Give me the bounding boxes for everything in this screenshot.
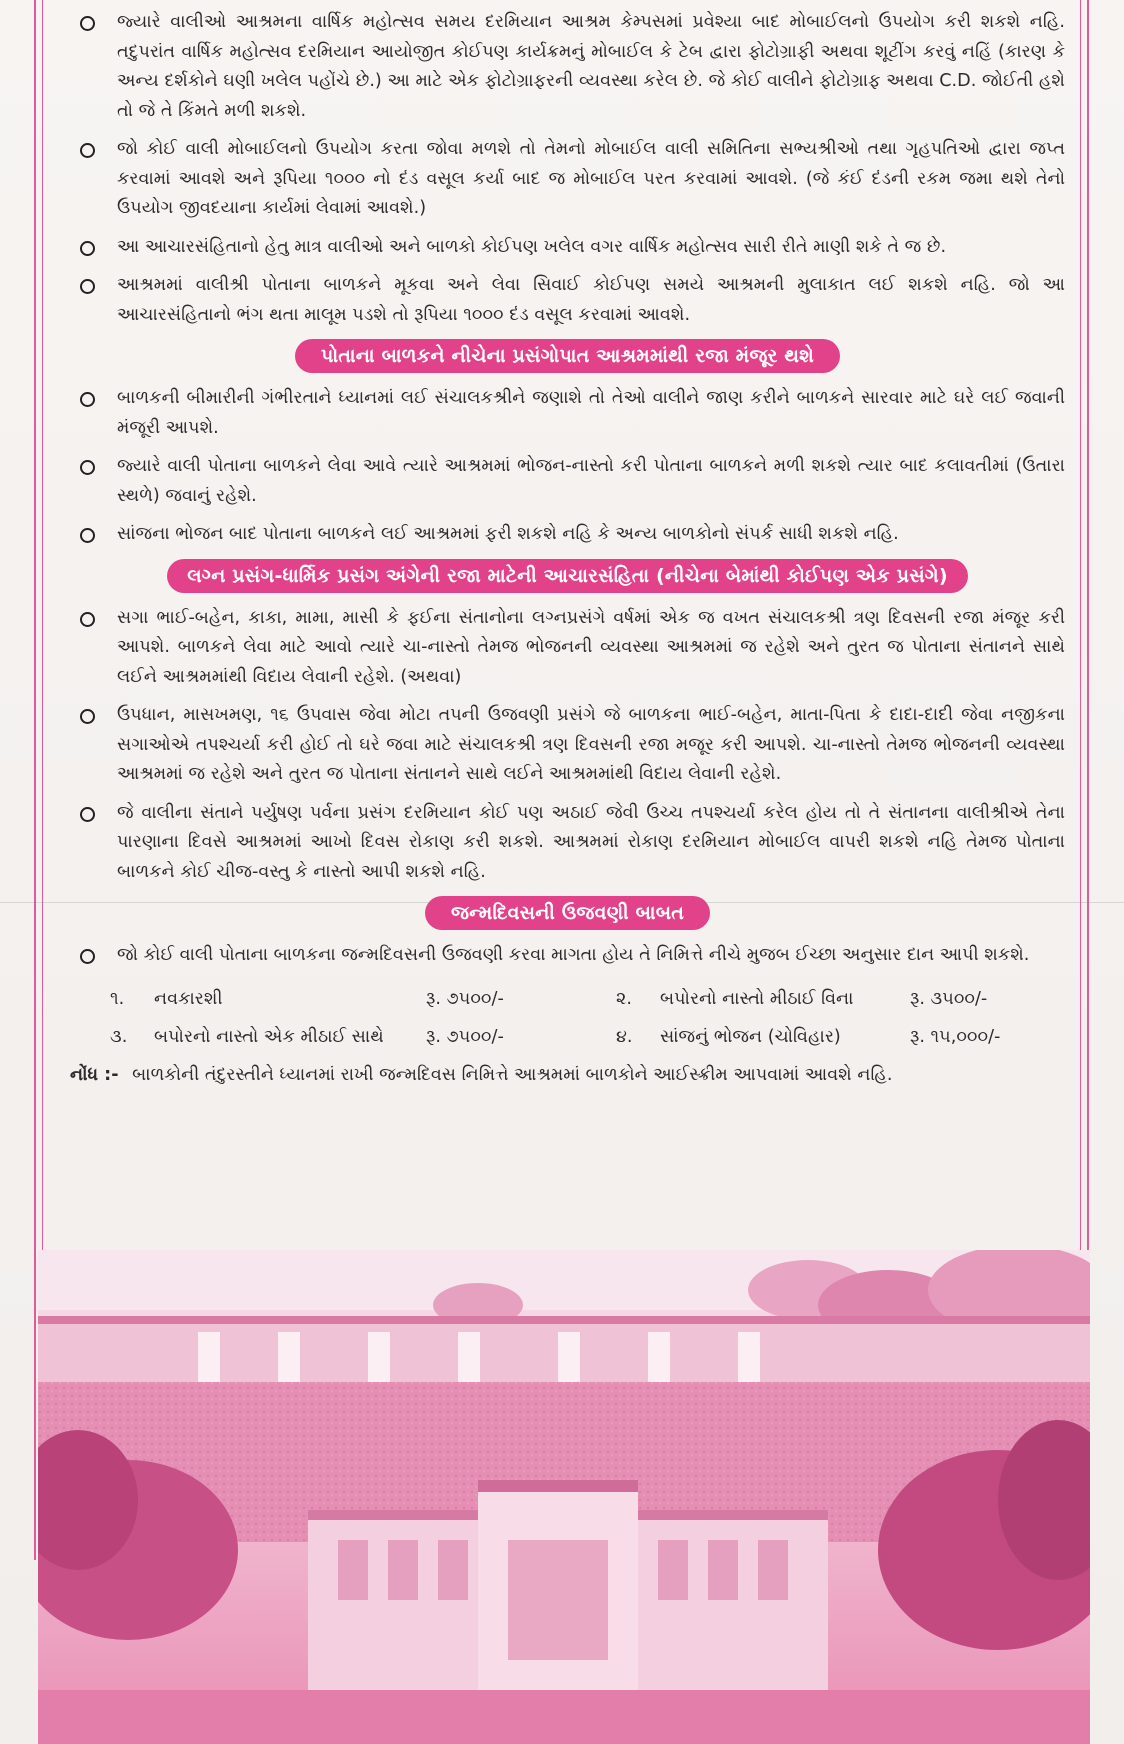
circle-bullet-icon (80, 949, 95, 964)
donation-amount: રૂ. ૭૫૦૦/- (426, 1026, 504, 1047)
donation-label: નવકારશી (154, 988, 223, 1009)
donation-number: ૧. (110, 988, 125, 1009)
note-label: નોંધ :- (70, 1064, 119, 1085)
circle-bullet-icon (80, 16, 95, 31)
donation-number: ૪. (616, 1026, 633, 1047)
rule-item (70, 941, 1065, 971)
circle-bullet-icon (80, 392, 95, 407)
rules-content (70, 8, 1065, 1090)
rule-text: જ્યારે વાલીઓ આશ્રમના વાર્ષિક મહોત્સવ સમય દરમિયાન આશ્રમ કેમ્પસમાં પ્રવેશ્યા બાદ મોબાઈલનો ઉપયોગ કરી શકશે નહિ. તદુપરાંત વાર્ષિક મહોત્સવ દરમિયાન આયોજીત કોઈપણ કાર્યક્રમનું મોબાઈલ કે ટેબ દ્વારા ફોટોગ્રાફી અથવા શૂટીંગ કરવું નહિં (કારણ કે અન્ય દર્શકોને ઘણી ખલેલ પહોંચે છે.) આ માટે એક ફોટોગ્રાફરની વ્યવસ્થા કરેલ છે. જે કોઈ વાલીને ફોટોગ્રાફ અથવા C.D. જોઈતી હશે તો જે તે કિંમતે મળી શકશે. (117, 12, 1065, 121)
rule-item (70, 135, 1065, 224)
donation-list (70, 980, 1065, 1056)
birthday-heading-wrap (70, 896, 1065, 930)
rule-text: જો કોઈ વાલી પોતાના બાળકના જન્મદિવસની ઉજવણી કરવા માગતા હોય તે નિમિત્તે નીચે મુજબ ઈચ્છા અનુસાર દાન આપી શકશે. (117, 945, 1030, 965)
donation-label: બપોરનો નાસ્તો એક મીઠાઈ સાથે (154, 1026, 384, 1047)
rule-item (70, 452, 1065, 511)
rule-text: જે વાલીના સંતાને પર્યુષણ પર્વના પ્રસંગ દરમિયાન કોઈ પણ અઠાઈ જેવી ઉચ્ચ તપશ્ચર્યા કરેલ હોય તો તે સંતાનના વાલીશ્રીએ તેના પારણાના દિવસે આશ્રમમાં આખો દિવસ રોકાણ કરી શકશે. આશ્રમમાં રોકાણ દરમિયાન મોબાઈલ વાપરી શકશે નહિ તેમજ પોતાના બાળકને કોઈ ચીજ-વસ્તુ કે નાસ્તો આપી શકશે નહિ. (117, 802, 1065, 882)
donation-label: બપોરનો નાસ્તો મીઠાઈ વિના (660, 988, 854, 1009)
campus-illustration (38, 1250, 1090, 1744)
rule-item (70, 701, 1065, 790)
circle-bullet-icon (80, 460, 95, 475)
ashram-campus-photo (38, 1250, 1090, 1744)
rule-item (70, 8, 1065, 126)
donation-number: ૨. (616, 988, 632, 1009)
circle-bullet-icon (80, 807, 95, 822)
leave-heading-wrap (70, 339, 1065, 373)
donation-row (70, 1018, 1065, 1056)
circle-bullet-icon (80, 143, 95, 158)
leave-heading: પોતાના બાળકને નીચેના પ્રસંગોપાત આશ્રમમાંથી રજા મંજૂર થશે (295, 339, 840, 373)
donation-row (70, 980, 1065, 1018)
circle-bullet-icon (80, 241, 95, 256)
rule-text: જો કોઈ વાલી મોબાઈલનો ઉપયોગ કરતા જોવા મળશે તો તેમનો મોબાઈલ વાલી સમિતિના સભ્યશ્રીઓ તથા ગૃહપતિઓ દ્વારા જપ્ત કરવામાં આવશે અને રૂપિયા ૧૦૦૦ નો દંડ વસૂલ કર્યા બાદ જ મોબાઈલ પરત કરવામાં આવશે. (જે કંઈ દંડની રકમ જમા થશે તેનો ઉપયોગ જીવદયાના કાર્યમાં લેવામાં આવશે.) (117, 139, 1065, 218)
wedding-heading-wrap (70, 559, 1065, 593)
donation-amount: રૂ. ૧૫,૦૦૦/- (910, 1026, 1001, 1047)
circle-bullet-icon (80, 612, 95, 627)
rule-item (70, 799, 1065, 888)
circle-bullet-icon (80, 709, 95, 724)
donation-amount: રૂ. ૭૫૦૦/- (426, 988, 504, 1009)
circle-bullet-icon (80, 279, 95, 294)
note-text: બાળકોની તંદુરસ્તીને ધ્યાનમાં રાખી જન્મદિવસ નિમિત્તે આશ્રમમાં બાળકોને આઈસ્ક્રીમ આપવામાં આવશે નહિ. (132, 1064, 893, 1085)
donation-label: સાંજનું ભોજન (ચોવિહાર) (660, 1026, 841, 1047)
rule-text: આશ્રમમાં વાલીશ્રી પોતાના બાળકને મૂકવા અને લેવા સિવાઈ કોઈપણ સમયે આશ્રમની મુલાકાત લઈ શકશે નહિ. જો આ આચારસંહિતાનો ભંગ થતા માલૂમ પડશે તો રૂપિયા ૧૦૦૦ દંડ વસૂલ કરવામાં આવશે. (117, 275, 1065, 325)
rule-text: જ્યારે વાલી પોતાના બાળકને લેવા આવે ત્યારે આશ્રમમાં ભોજન-નાસ્તો કરી પોતાના બાળકને મળી શકશે ત્યાર બાદ કલાવતીમાં (ઉતારા સ્થળે) જવાનું રહેશે. (117, 456, 1065, 506)
rule-item (70, 271, 1065, 330)
rule-text: આ આચારસંહિતાનો હેતુ માત્ર વાલીઓ અને બાળકો કોઈપણ ખલેલ વગર વાર્ષિક મહોત્સવ સારી રીતે માણી શકે તે જ છે. (117, 236, 947, 257)
circle-bullet-icon (80, 528, 95, 543)
rule-text: બાળકની બીમારીની ગંભીરતાને ધ્યાનમાં લઈ સંચાલકશ્રીને જણાશે તો તેઓ વાલીને જાણ કરીને બાળકને સારવાર માટે ઘરે લઈ જવાની મંજૂરી આપશે. (117, 388, 1065, 438)
rule-text: સાંજના ભોજન બાદ પોતાના બાળકને લઈ આશ્રમમાં ફરી શકશે નહિ કે અન્ય બાળકોનો સંપર્ક સાધી શકશે નહિ. (117, 524, 899, 544)
rule-item (70, 233, 1065, 263)
donation-amount: રૂ. ૩૫૦૦/- (910, 988, 988, 1009)
rule-item (70, 384, 1065, 443)
donation-number: ૩. (110, 1026, 128, 1047)
birthday-heading: જન્મદિવસની ઉજવણી બાબત (425, 896, 710, 930)
rule-text: સગા ભાઈ-બહેન, કાકા, મામા, માસી કે ફઈના સંતાનોના લગ્નપ્રસંગે વર્ષમાં એક જ વખત સંચાલકશ્રી ત્રણ દિવસની રજા મંજૂર કરી આપશે. બાળકને લેવા માટે આવો ત્યારે ચા-નાસ્તો તેમજ ભોજનની વ્યવસ્થા આશ્રમમાં જ રહેશે અને તુરત જ પોતાના સંતાનને સાથે લઈને આશ્રમમાંથી વિદાય લેવાની રહેશે. (અથવા) (117, 607, 1065, 687)
rule-item (70, 604, 1065, 693)
rule-item (70, 520, 1065, 550)
rule-text: ઉપધાન, માસખમણ, ૧૬ ઉપવાસ જેવા મોટા તપની ઉજવણી પ્રસંગે જે બાળકના ભાઈ-બહેન, માતા-પિતા કે દાદા-દાદી જેવા નજીકના સગાઓએ તપશ્ચર્યા કરી હોઈ તો ઘરે જવા માટે સંચાલકશ્રી ત્રણ દિવસની રજા મજૂર કરી આપશે. ચા-નાસ્તો તેમજ ભોજનની વ્યવસ્થા આશ્રમમાં જ રહેશે અને તુરત જ પોતાના સંતાનને સાથે લઈને આશ્રમમાંથી વિદાય લેવાની રહેશે. (117, 705, 1065, 784)
wedding-heading: લગ્ન પ્રસંગ-ધાર્મિક પ્રસંગ અંગેની રજા માટેની આચારસંહિતા (નીચેના બેમાંથી કોઈપણ એક પ્રસંગે) (167, 559, 968, 593)
note-line (70, 1060, 1065, 1090)
left-border-line (34, 0, 36, 1560)
